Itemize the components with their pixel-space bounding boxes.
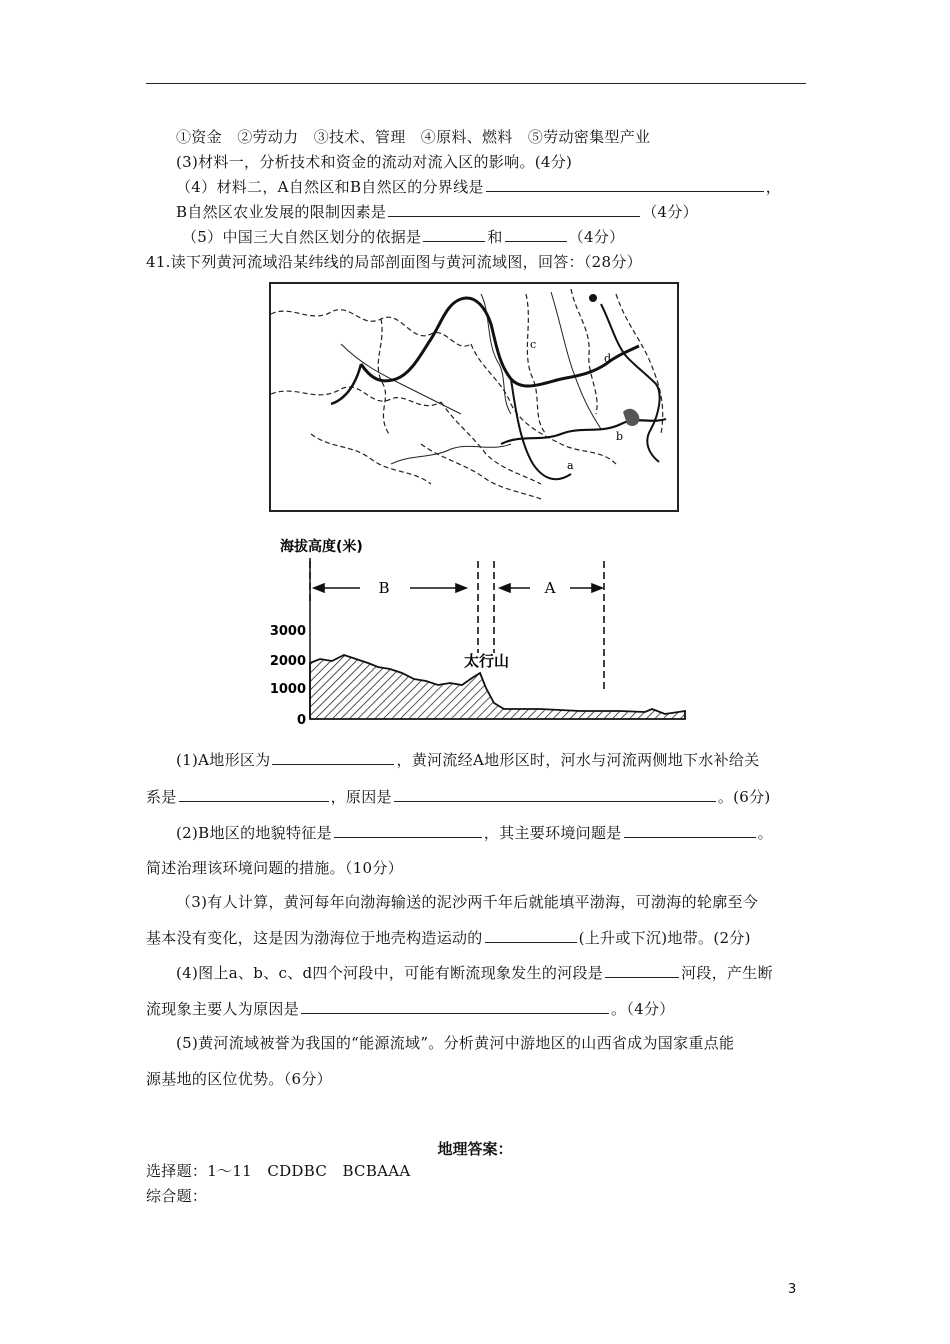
map-label-c: c [530,338,537,351]
answers-heading: 地理答案： [437,1140,513,1158]
answer-blank[interactable] [388,203,640,217]
answer-blank[interactable] [605,964,679,978]
question-4-line-2: B自然区农业发展的限制因素是 （4分） [176,203,698,221]
map-drawing [271,284,677,510]
answers-comprehensive: 综合题： [146,1187,208,1205]
region-b-label: B [378,579,390,597]
sub-question-1-line-2: 系是 ，原因是 。(6分) [146,788,771,806]
question-5: （5）中国三大自然区划分的依据是 和 （4分） [182,228,625,246]
answers-choice-line: 选择题：1～11 CDDBC BCBAAA [146,1162,411,1180]
sub-question-3-line-2: 基本没有变化，这是因为渤海位于地壳构造运动的 (上升或下沉)地带。(2分) [146,929,751,947]
options-line: ①资金 ②劳动力 ③技术、管理 ④原料、燃料 ⑤劳动密集型产业 [176,128,651,146]
answer-blank[interactable] [301,1000,609,1014]
answer-blank[interactable] [486,178,764,192]
sub-question-2-line-1: (2)B地区的地貌特征是 ，其主要环境问题是 。 [176,824,773,842]
answer-blank[interactable] [505,228,567,242]
map-label-b: b [616,430,624,443]
sub-question-5-line-1: (5)黄河流域被誉为我国的“能源流域”。分析黄河中游地区的山西省成为国家重点能 [176,1034,735,1052]
ytick-2000: 2000 [269,654,306,669]
answer-blank[interactable] [334,824,482,838]
answer-blank[interactable] [624,824,756,838]
answer-blank[interactable] [272,751,394,765]
sub-question-4-line-2: 流现象主要人为原因是 。（4分） [146,1000,675,1018]
region-a-label: A [544,579,556,597]
sub-question-2-line-2: 简述治理该环境问题的措施。（10分） [146,859,403,877]
question-3: (3)材料一，分析技术和资金的流动对流入区的影响。(4分) [176,153,573,171]
taihang-mountain-label: 太行山 [464,652,510,670]
profile-ylabel: 海拔高度(米) [280,539,363,555]
yellow-river-basin-map [269,282,679,512]
answer-blank[interactable] [179,788,329,802]
answer-blank[interactable] [394,788,716,802]
sub-question-5-line-2: 源基地的区位优势。（6分） [146,1070,332,1088]
sub-question-4-line-1: (4)图上a、b、c、d四个河段中，可能有断流现象发生的河段是 河段，产生断 [176,964,773,982]
ytick-1000: 1000 [269,682,306,697]
ytick-3000: 3000 [269,624,306,639]
profile-drawing [269,533,700,743]
header-rule [146,83,806,84]
ytick-0: 0 [296,713,306,728]
map-label-d: d [604,352,612,365]
sub-question-3-line-1: （3)有人计算，黄河每年向渤海输送的泥沙两千年后就能填平渤海，可渤海的轮廓至今 [176,893,759,911]
sub-question-1-line-1: (1)A地形区为 ，黄河流经A地形区时，河水与河流两侧地下水补给关 [176,751,760,769]
answer-blank[interactable] [485,929,577,943]
question-4-line-1: （4）材料二，A自然区和B自然区的分界线是 ， [176,178,782,196]
page-number: 3 [788,1282,797,1297]
question-41-title: 41.读下列黄河流域沿某纬线的局部剖面图与黄河流域图，回答：（28分） [146,253,642,271]
answer-blank[interactable] [423,228,485,242]
map-label-a: a [567,459,574,472]
terrain-profile [269,533,700,743]
